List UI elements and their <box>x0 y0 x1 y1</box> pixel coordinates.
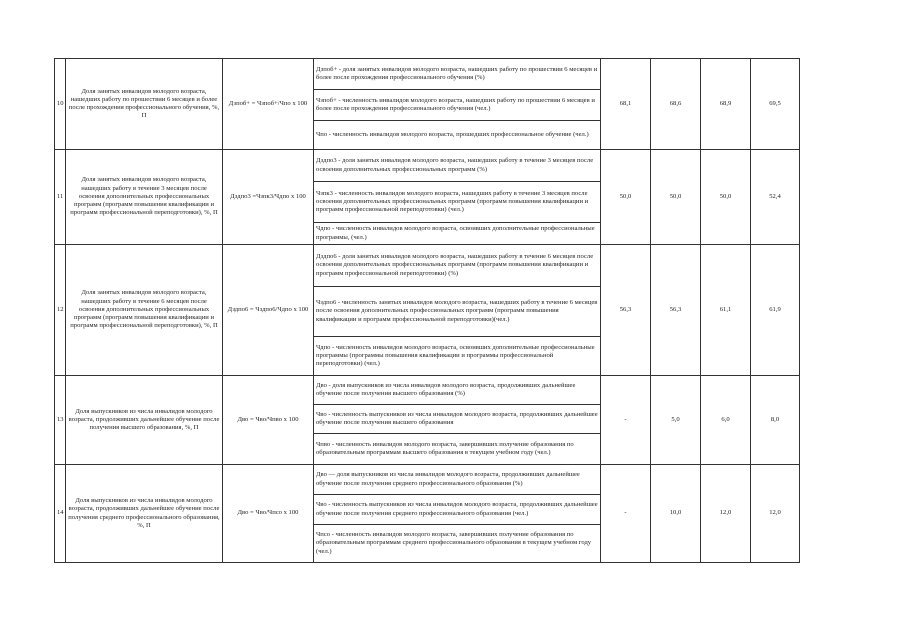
indicator-formula: Дво = Чво/Чпво x 100 <box>223 376 314 465</box>
indicator-name: Доля занятых инвалидов молодого возраста, нашедших работу в течение 6 месяцев после освоения дополнительных профессиональных программ (программ повышения квалификации и программ профессиональной переподготовки), %, П <box>66 245 223 376</box>
indicator-formula: Дзпоб+ = Чзпоб+/Чпо x 100 <box>223 59 314 150</box>
indicator-formula: Дво = Чво/Чпсо x 100 <box>223 465 314 563</box>
variable-description: Чздпо6 - численность занятых инвалидов молодого возраста, нашедших работу в течение 6 месяцев после освоения дополнительных профессиональных программ (программ повышения квалификации и программ профессиональной переподготовки)(чел.) <box>314 287 601 337</box>
value-cell: 12,0 <box>701 465 751 563</box>
value-cell: 8,0 <box>751 376 800 465</box>
value-cell: 5,0 <box>651 376 701 465</box>
variable-description: Чво - численность выпускников из числа инвалидов молодого возраста, продолживших дальнейшее обучение после получения среднего профессионального образования (чел.) <box>314 495 601 525</box>
indicator-formula: Дздпо6 = Чздпо6/Чдпо x 100 <box>223 245 314 376</box>
row-number: 13 <box>55 376 66 465</box>
value-cell: 6,0 <box>701 376 751 465</box>
value-cell: 68,6 <box>651 59 701 150</box>
row-number: 11 <box>55 150 66 245</box>
value-cell: 68,9 <box>701 59 751 150</box>
variable-description: Чдпо - численность инвалидов молодого возраста, освоивших дополнительные профессиональные программы (программы повышения квалификации и программы профессиональной переподготовки) (чел.) <box>314 337 601 376</box>
value-cell: 56,3 <box>601 245 651 376</box>
variable-description: Дзпоб+ - доля занятых инвалидов молодого возраста, нашедших работу по прошествии 6 месяцев и более после прохождения профессионального обучения (%) <box>314 59 601 90</box>
table-row <box>55 150 800 182</box>
variable-description: Чпво - численность инвалидов молодого возраста, завершивших получение образования по образовательным программам высшего образования в текущем учебном году (чел.) <box>314 434 601 465</box>
value-cell: 69,5 <box>751 59 800 150</box>
variable-description: Дво — доля выпускников из числа инвалидов молодого возраста, продолживших дальнейшее обучение после получения среднего профессионального образования (%) <box>314 465 601 495</box>
value-cell: 61,1 <box>701 245 751 376</box>
variable-description: Дво - доля выпускников из числа инвалидов молодого возраста, продолживших дальнейшее обучение после получения высшего образования (%) <box>314 376 601 405</box>
value-cell: 10,0 <box>651 465 701 563</box>
value-cell: - <box>601 376 651 465</box>
value-cell: 52,4 <box>751 150 800 245</box>
indicator-name: Доля занятых инвалидов молодого возраста, нашедших работу в течение 3 месяцев после освоения дополнительных профессиональных программ (программ повышения квалификации и программ профессиональной переподготовки), %, П <box>66 150 223 245</box>
variable-description: Чпо - численность инвалидов молодого возраста, прошедших профессиональное обучение (чел.) <box>314 121 601 150</box>
row-number: 12 <box>55 245 66 376</box>
variable-description: Чзпк3 - численность инвалидов молодого возраста, нашедших работу в течение 3 месяцев после освоения дополнительных профессиональных программ (программ повышения квалификации и программ профессиональной переподготовки) (чел.) <box>314 182 601 223</box>
variable-description: Чпсо - численность инвалидов молодого возраста, завершивших получение образования по образовательным программам среднего профессионального образования в текущем учебном году (чел.) <box>314 525 601 563</box>
value-cell: 61,9 <box>751 245 800 376</box>
indicators-table <box>54 58 800 563</box>
row-number: 10 <box>55 59 66 150</box>
row-number: 14 <box>55 465 66 563</box>
value-cell: 50,0 <box>601 150 651 245</box>
value-cell: 68,1 <box>601 59 651 150</box>
value-cell: 50,0 <box>651 150 701 245</box>
variable-description: Чво - численность выпускников из числа инвалидов молодого возраста, продолживших дальнейшее обучение после получения высшего образования <box>314 405 601 434</box>
variable-description: Чдпо - численность инвалидов молодого возраста, освоивших дополнительные профессиональные программы, (чел.) <box>314 223 601 245</box>
value-cell: 50,0 <box>701 150 751 245</box>
value-cell: - <box>601 465 651 563</box>
table-row <box>55 245 800 287</box>
variable-description: Дздпо3 - доля занятых инвалидов молодого возраста, нашедших работу в течение 3 месяцев после освоения дополнительных профессиональных программ (%) <box>314 150 601 182</box>
table-body <box>55 59 800 563</box>
variable-description: Дздпо6 - доля занятых инвалидов молодого возраста, нашедших работу в течение 6 месяцев после освоения дополнительных профессиональных программ (программ повышения квалификации и программ профессиональной переподготовки) (%) <box>314 245 601 287</box>
variable-description: Чзпоб+ - численность инвалидов молодого возраста, нашедших работу по прошествии 6 месяцев и более после прохождения профессионального обучения (чел.) <box>314 90 601 121</box>
indicator-name: Доля выпускников из числа инвалидов молодого возраста, продолживших дальнейшее обучение после получения высшего образования, %, П <box>66 376 223 465</box>
table-row <box>55 465 800 495</box>
value-cell: 12,0 <box>751 465 800 563</box>
indicator-formula: Дздпо3 =Чзпк3/Чдпо x 100 <box>223 150 314 245</box>
indicator-name: Доля занятых инвалидов молодого возраста, нашедших работу по прошествии 6 месяцев и более после прохождения профессионального обучения, %, П <box>66 59 223 150</box>
value-cell: 56,3 <box>651 245 701 376</box>
table-row <box>55 376 800 405</box>
table-row <box>55 59 800 90</box>
indicator-name: Доля выпускников из числа инвалидов молодого возраста, продолживших дальнейшее обучение после получения среднего профессионального образования, %, П <box>66 465 223 563</box>
